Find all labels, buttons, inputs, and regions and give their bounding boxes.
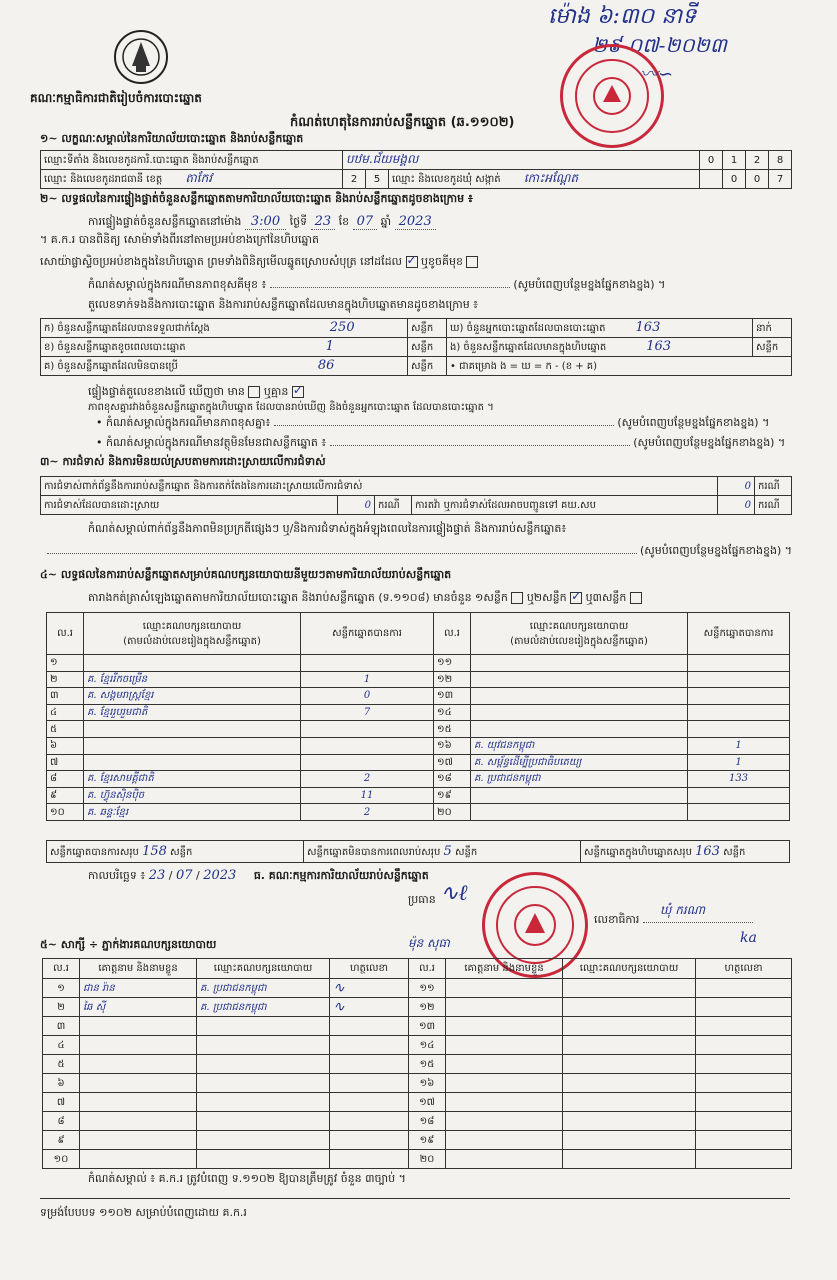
results-no-right: ១៣ bbox=[434, 688, 471, 705]
witness-signature-left bbox=[330, 1093, 409, 1112]
witness-signature-left bbox=[330, 1150, 409, 1169]
witness-signature-right bbox=[696, 979, 792, 998]
witness-no-left: ៦ bbox=[43, 1074, 80, 1093]
witness-col-name-right: គោត្តនាម និងនាមខ្លួន bbox=[446, 959, 563, 979]
witness-party-left bbox=[197, 1150, 330, 1169]
signing-date-day: 23 bbox=[148, 868, 166, 883]
witness-col-sign-right: ហត្ថលេខា bbox=[696, 959, 792, 979]
commune-code-1: 0 bbox=[723, 170, 746, 189]
results-votes-right bbox=[688, 671, 790, 688]
bullet-difference bbox=[96, 416, 796, 432]
item-a-value: 250 bbox=[329, 320, 355, 335]
discrepancy-note-line bbox=[88, 278, 793, 294]
witness-col-no-right: ល.រ bbox=[409, 959, 446, 979]
commune-label: ឈ្មោះ និងលេខកូដឃុំ សង្កាត់ bbox=[392, 174, 501, 185]
total-box-label: សន្លឹកឆ្នោតក្នុងហិបឆ្នោតសរុប bbox=[584, 846, 692, 858]
results-row bbox=[47, 804, 790, 821]
witness-row bbox=[43, 1036, 792, 1055]
witness-party-left bbox=[197, 1074, 330, 1093]
day-label: ថ្ងៃទី bbox=[289, 215, 308, 228]
results-party-left: គ. ខ្មែររួបរួមជាតិ bbox=[84, 704, 301, 721]
results-no-left: ៤ bbox=[47, 704, 84, 721]
form-title: កំណត់ហេតុនៃការរាប់សន្លឹកឆ្នោត (ឆ.១១០២) bbox=[290, 115, 515, 130]
results-votes-left bbox=[301, 721, 434, 738]
results-votes-left: 2 bbox=[301, 804, 434, 821]
witness-name-right bbox=[446, 1112, 563, 1131]
item-c-label: គ) ចំនួនសន្លឹកឆ្នោតដែលមិនបានប្រើ bbox=[44, 361, 178, 372]
witness-party-left bbox=[197, 1112, 330, 1131]
witness-no-right: ២០ bbox=[409, 1150, 446, 1169]
signature-top: 〰∽ bbox=[640, 64, 674, 85]
witness-name-right bbox=[446, 1036, 563, 1055]
fill-hint-2: (សូមបំពេញបន្ថែមខ្នងផ្នែកខាងខ្នង) ។ bbox=[617, 416, 770, 429]
witness-row bbox=[43, 1093, 792, 1112]
witness-party-right bbox=[563, 1017, 696, 1036]
witness-row bbox=[43, 1112, 792, 1131]
witness-signature-left: ∿ bbox=[330, 998, 409, 1017]
results-votes-left: 0 bbox=[301, 688, 434, 705]
section2-title: ២~ លទ្ធផលនៃការផ្ទៀងផ្ទាត់ចំនួនសន្លឹកឆ្នោតតាមការិយាល័យបោះឆ្នោត និងរាប់សន្លឹកឆ្នោតដូចខាងក្រោម ៖ bbox=[40, 192, 473, 205]
month-label: ខែ bbox=[338, 215, 350, 228]
no-difference-label: ឬគ្មាន bbox=[263, 385, 289, 398]
item-d-label: ឃ) ចំនួនអ្នកបោះឆ្នោតដែលបានបោះឆ្នោត bbox=[450, 323, 606, 334]
results-votes-left: 1 bbox=[301, 671, 434, 688]
results-party-right bbox=[471, 804, 688, 821]
results-col-party-left: ឈ្មោះគណបក្សនយោបាយ (តាមលំដាប់លេខរៀងក្នុងសន្លឹកឆ្នោត) bbox=[84, 613, 301, 655]
verification-month: 07 bbox=[353, 214, 378, 230]
results-party-right bbox=[471, 704, 688, 721]
witness-name-right bbox=[446, 1074, 563, 1093]
complaints-row2-mid-unit: ករណី bbox=[755, 496, 792, 515]
fill-hint-4: (សូមបំពេញបន្ថែមខ្នងផ្នែកខាងខ្នង) ។ bbox=[640, 544, 792, 557]
results-party-right: គ. យុវជនកម្ពុជា bbox=[471, 737, 688, 754]
year-label: ឆ្នាំ bbox=[380, 215, 392, 228]
witness-signature-left bbox=[330, 1074, 409, 1093]
location-code-3: 2 bbox=[746, 151, 769, 170]
witness-signature-right bbox=[696, 1150, 792, 1169]
bullet-foreign-text: • កំណត់សម្គាល់ក្នុងករណីមានវត្ថុមិនមែនជាសន្លឹកឆ្នោត ៖ bbox=[96, 436, 327, 449]
complaints-row1-value: 0 bbox=[718, 477, 755, 496]
witness-name-right bbox=[446, 979, 563, 998]
results-row bbox=[47, 655, 790, 672]
complaints-row2-mid-label: ការតវ៉ា ឬការជំទាស់ដែលអាចបញ្ជូនទៅ គឃ.សប bbox=[412, 496, 718, 515]
results-party-left bbox=[84, 754, 301, 771]
witness-col-party-left: ឈ្មោះគណបក្សនយោបាយ bbox=[197, 959, 330, 979]
chair-label: ប្រធាន bbox=[408, 893, 436, 906]
total-box-value: 163 bbox=[695, 843, 720, 859]
results-votes-right: 133 bbox=[688, 771, 790, 788]
location-code-2: 1 bbox=[723, 151, 746, 170]
secretary-name: ឃុំ ករណា bbox=[660, 903, 706, 917]
results-row bbox=[47, 787, 790, 804]
results-col-party-right: ឈ្មោះគណបក្សនយោបាយ (តាមលំដាប់លេខរៀងក្នុងសន្លឹកឆ្នោត) bbox=[471, 613, 688, 655]
complaints-table bbox=[40, 476, 792, 515]
complaints-row2-unit: ករណី bbox=[375, 496, 412, 515]
results-party-left: គ. ខ្មែររីកចម្រើន bbox=[84, 671, 301, 688]
results-votes-right bbox=[688, 804, 790, 821]
totals-table bbox=[46, 840, 790, 863]
results-no-right: ១៨ bbox=[434, 771, 471, 788]
secretary-signature: ka bbox=[740, 930, 757, 946]
item-c-value: 86 bbox=[317, 358, 335, 373]
results-votes-right bbox=[688, 655, 790, 672]
results-row bbox=[47, 754, 790, 771]
witness-signature-right bbox=[696, 1112, 792, 1131]
results-no-right: ២០ bbox=[434, 804, 471, 821]
province-code-2: 5 bbox=[366, 170, 389, 189]
witness-party-left bbox=[197, 1036, 330, 1055]
results-party-left: គ. ឆន្ទៈខ្មែរ bbox=[84, 804, 301, 821]
witness-name-left: ជាន រ៉ាន bbox=[80, 979, 197, 998]
witness-party-right bbox=[563, 979, 696, 998]
results-no-right: ១៦ bbox=[434, 737, 471, 754]
witness-name-left bbox=[80, 1074, 197, 1093]
witness-no-right: ១៨ bbox=[409, 1112, 446, 1131]
results-col-no-right: ល.រ bbox=[434, 613, 471, 655]
witness-signature-right bbox=[696, 998, 792, 1017]
witness-party-right bbox=[563, 1036, 696, 1055]
results-votes-left: 11 bbox=[301, 787, 434, 804]
complaints-row2-mid-value: 0 bbox=[718, 496, 755, 515]
item-a-unit: សន្លឹក bbox=[408, 319, 447, 338]
results-no-right: ១៧ bbox=[434, 754, 471, 771]
one-sheet-checkbox[interactable] bbox=[511, 592, 523, 604]
total-invalid-label: សន្លឹកឆ្នោតមិនបានការពេលរាប់សរុប bbox=[307, 846, 441, 858]
item-b-value: 1 bbox=[325, 339, 334, 354]
witness-no-left: ១០ bbox=[43, 1150, 80, 1169]
fill-hint-3: (សូមបំពេញបន្ថែមខ្នងផ្នែកខាងខ្នង) ។ bbox=[633, 436, 786, 449]
results-no-left: ៧ bbox=[47, 754, 84, 771]
tally-sheets-text: តារាងកត់ត្រាសំឡេងឆ្នោតតាមការិយាល័យបោះឆ្នោត និងរាប់សន្លឹកឆ្នោត (ទ.១១០៨) មានចំនួន ១សន្លឹក bbox=[88, 591, 508, 604]
irregularities-fill-line bbox=[40, 544, 792, 560]
section4-title: ៤~ លទ្ធផលនៃការរាប់សន្លឹកឆ្នោតសម្រាប់គណបក្សនយោបាយនីមួយៗតាមការិយាល័យរាប់សន្លឹកឆ្នោត bbox=[40, 568, 452, 581]
witness-no-left: ៤ bbox=[43, 1036, 80, 1055]
results-party-left: គ. ហ៊្វុនស៊ិនប៉ិច bbox=[84, 787, 301, 804]
footer-divider bbox=[40, 1198, 790, 1199]
results-col-no-left: ល.រ bbox=[47, 613, 84, 655]
seal-damaged-checkbox[interactable] bbox=[466, 256, 478, 268]
item-e-label: ង) ចំនួនសន្លឹកឆ្នោតដែលមានក្នុងហិបឆ្នោត bbox=[450, 342, 607, 353]
signing-date-label: កាលបរិច្ឆេទ ៖ bbox=[88, 869, 146, 882]
bullet-foreign bbox=[96, 436, 796, 452]
results-party-right bbox=[471, 721, 688, 738]
item-e-unit: សន្លឹក bbox=[753, 338, 792, 357]
item-b-unit: សន្លឹក bbox=[408, 338, 447, 357]
witness-col-no-left: ល.រ bbox=[43, 959, 80, 979]
handwritten-time: ម៉ោង ៦:៣០ នាទី bbox=[548, 4, 697, 29]
witness-party-right bbox=[563, 1112, 696, 1131]
results-party-right: គ. ប្រជាជនកម្ពុជា bbox=[471, 771, 688, 788]
chair-name: ម៉ុន សុធា bbox=[408, 936, 450, 950]
fill-hint-1: (សូមបំពេញបន្ថែមខ្នងផ្នែកខាងខ្នង) ។ bbox=[513, 278, 666, 291]
has-difference-checkbox[interactable] bbox=[248, 386, 260, 398]
verification-time: 3:00 bbox=[245, 214, 286, 230]
results-row bbox=[47, 721, 790, 738]
results-no-left: ១ bbox=[47, 655, 84, 672]
witness-signature-right bbox=[696, 1093, 792, 1112]
results-votes-left: 2 bbox=[301, 771, 434, 788]
results-party-left bbox=[84, 737, 301, 754]
results-party-right bbox=[471, 688, 688, 705]
compare-line bbox=[88, 385, 793, 401]
org-name: គណៈកម្មាធិការជាតិរៀបចំការបោះឆ្នោត bbox=[30, 91, 202, 105]
results-table bbox=[46, 612, 790, 821]
total-valid-value: 158 bbox=[142, 843, 167, 859]
witness-no-right: ១៧ bbox=[409, 1093, 446, 1112]
no-difference-checkbox[interactable] bbox=[292, 386, 304, 398]
results-party-left: គ. ខ្មែរសាមគ្គីជាតិ bbox=[84, 771, 301, 788]
witness-party-right bbox=[563, 998, 696, 1017]
witness-party-left: គ. ប្រជាជនកម្ពុជា bbox=[197, 998, 330, 1017]
compare-text: ផ្ទៀងផ្ទាត់តួលេខខាងលើ ឃើញថា មាន bbox=[88, 385, 245, 398]
results-no-left: ៩ bbox=[47, 787, 84, 804]
witness-no-right: ១៤ bbox=[409, 1036, 446, 1055]
witness-signature-left bbox=[330, 1112, 409, 1131]
witness-name-right bbox=[446, 998, 563, 1017]
results-party-right: គ. សម្ព័ន្ធដើម្បីប្រជាធិបតេយ្យ bbox=[471, 754, 688, 771]
witness-signature-left bbox=[330, 1017, 409, 1036]
witness-name-left: ឆៃ ស៊ី bbox=[80, 998, 197, 1017]
results-no-right: ១៥ bbox=[434, 721, 471, 738]
witness-signature-right bbox=[696, 1036, 792, 1055]
nec-emblem-icon bbox=[112, 28, 170, 86]
item-b-label: ខ) ចំនួនសន្លឹកឆ្នោតខូចពេលបោះឆ្នោត bbox=[44, 342, 186, 353]
witness-no-left: ២ bbox=[43, 998, 80, 1017]
results-row bbox=[47, 671, 790, 688]
results-party-left bbox=[84, 721, 301, 738]
witness-party-left bbox=[197, 1093, 330, 1112]
item-d-unit: នាក់ bbox=[753, 319, 792, 338]
secretary-label: លេខាធិការ bbox=[594, 913, 640, 926]
results-no-right: ១៩ bbox=[434, 787, 471, 804]
results-party-right bbox=[471, 655, 688, 672]
commune-code-3: 7 bbox=[769, 170, 792, 189]
witness-row bbox=[43, 998, 792, 1017]
witness-no-right: ១១ bbox=[409, 979, 446, 998]
signing-date-year: 2023 bbox=[203, 868, 237, 883]
bullet-difference-text: • កំណត់សម្គាល់ក្នុងករណីមានភាពខុសគ្នា៖ bbox=[96, 416, 271, 429]
witness-row bbox=[43, 1074, 792, 1093]
witness-signature-left bbox=[330, 1055, 409, 1074]
witness-party-left bbox=[197, 1055, 330, 1074]
complaints-row2-value: 0 bbox=[338, 496, 375, 515]
results-no-right: ១៤ bbox=[434, 704, 471, 721]
witness-row bbox=[43, 1131, 792, 1150]
two-sheets-label: ឬ២សន្លឹក bbox=[526, 591, 567, 604]
witness-col-sign-left: ហត្ថលេខា bbox=[330, 959, 409, 979]
witness-name-left bbox=[80, 1093, 197, 1112]
location-table bbox=[40, 150, 792, 189]
results-no-left: ៨ bbox=[47, 771, 84, 788]
results-no-left: ៣ bbox=[47, 688, 84, 705]
committee-label: ធ. គណៈកម្មការការិយាល័យរាប់សន្លឹកឆ្នោត bbox=[253, 869, 429, 882]
verification-intro: ការផ្ទៀងផ្ទាត់ចំនួនសន្លឹកឆ្នោតនៅម៉ោង bbox=[88, 215, 242, 228]
witness-no-right: ១៥ bbox=[409, 1055, 446, 1074]
results-col-votes-left: សន្លឹកឆ្នោតបានការ bbox=[301, 613, 434, 655]
witness-no-left: ៣ bbox=[43, 1017, 80, 1036]
verification-time-line bbox=[88, 214, 798, 231]
witness-signature-left bbox=[330, 1036, 409, 1055]
results-row bbox=[47, 704, 790, 721]
section3-title: ៣~ ការជំទាស់ និងការមិនយល់ស្របតាមការដោះស្រាយលើការជំទាស់ bbox=[40, 455, 326, 468]
total-valid-unit: សន្លឹក bbox=[170, 846, 193, 858]
witness-row bbox=[43, 1055, 792, 1074]
witness-table bbox=[42, 958, 792, 1169]
results-col-votes-right: សន្លឹកឆ្នោតបានការ bbox=[688, 613, 790, 655]
chair-signature: ∿ℓ bbox=[440, 881, 468, 906]
witness-name-left bbox=[80, 1150, 197, 1169]
witness-no-right: ១៣ bbox=[409, 1017, 446, 1036]
results-votes-right bbox=[688, 688, 790, 705]
three-sheets-checkbox[interactable] bbox=[630, 592, 642, 604]
witness-party-right bbox=[563, 1093, 696, 1112]
results-no-left: ២ bbox=[47, 671, 84, 688]
signing-date-line: កាលបរិច្ឆេទ ៖ 23 / 07 / 2023 ធ. គណៈកម្មការការិយាល័យរាប់សន្លឹកឆ្នោត bbox=[88, 868, 429, 883]
results-row bbox=[47, 771, 790, 788]
witness-party-left bbox=[197, 1017, 330, 1036]
section5-title: ៥~ សាក្សី ÷ ភ្នាក់ងារគណបក្សនយោបាយ bbox=[40, 938, 217, 951]
witness-party-left: គ. ប្រជាជនកម្ពុជា bbox=[197, 979, 330, 998]
witness-no-right: ១៩ bbox=[409, 1131, 446, 1150]
witness-name-left bbox=[80, 1036, 197, 1055]
results-no-left: ៦ bbox=[47, 737, 84, 754]
witness-party-right bbox=[563, 1055, 696, 1074]
seal-check-line bbox=[40, 255, 478, 271]
figures-intro: តួលេខទាក់ទងនឹងការបោះឆ្នោត និងការរាប់សន្លឹកឆ្នោតដែលមានក្នុងហិបឆ្នោតមានដូចខាងក្រោម ៖ bbox=[88, 298, 479, 311]
results-votes-left: 7 bbox=[301, 704, 434, 721]
tally-sheets-line bbox=[88, 591, 793, 607]
results-no-right: ១១ bbox=[434, 655, 471, 672]
witness-name-left bbox=[80, 1131, 197, 1150]
witness-signature-right bbox=[696, 1074, 792, 1093]
item-e-value: 163 bbox=[646, 339, 672, 354]
footer-text: ទម្រង់បែបបទ ១១០២ សម្រាប់បំពេញដោយ គ.ក.រ bbox=[40, 1206, 247, 1219]
witness-row bbox=[43, 1150, 792, 1169]
seal-damaged-label: ឬខូចគីមុខ bbox=[421, 255, 463, 268]
witness-signature-left bbox=[330, 1131, 409, 1150]
witness-party-right bbox=[563, 1074, 696, 1093]
location-code-1: 0 bbox=[700, 151, 723, 170]
results-row bbox=[47, 737, 790, 754]
complaints-row1-unit: ករណី bbox=[755, 477, 792, 496]
complaints-row2-label: ការជំទាស់ដែលបានដោះស្រាយ bbox=[41, 496, 338, 515]
witness-name-left bbox=[80, 1112, 197, 1131]
commune-code-2: 0 bbox=[746, 170, 769, 189]
formula-note: • ជាគម្រោង ង = ឃ = ក - (ខ + គ) bbox=[447, 357, 792, 376]
results-party-left bbox=[84, 655, 301, 672]
witness-col-name-left: គោត្តនាម និងនាមខ្លួន bbox=[80, 959, 197, 979]
witness-signature-right bbox=[696, 1017, 792, 1036]
item-c-unit: សន្លឹក bbox=[408, 357, 447, 376]
witness-note: កំណត់សម្គាល់ ៖ គ.ក.រ ត្រូវបំពេញ ទ.១១០២ ឱ្យបានត្រឹមត្រូវ ចំនួន ៣ច្បាប់ ។ bbox=[88, 1172, 406, 1185]
results-votes-right bbox=[688, 721, 790, 738]
section1-title: ១~ លក្ខណៈសម្គាល់នៃការិយាល័យបោះឆ្នោត និងរាប់សន្លឹកឆ្នោត bbox=[40, 132, 304, 145]
results-votes-right bbox=[688, 787, 790, 804]
witness-no-right: ១៦ bbox=[409, 1074, 446, 1093]
witness-name-right bbox=[446, 1017, 563, 1036]
witness-signature-right bbox=[696, 1055, 792, 1074]
witness-signature-right bbox=[696, 1131, 792, 1150]
total-box-unit: សន្លឹក bbox=[723, 846, 746, 858]
compare-tail: ភាពខុសគ្នារវាងចំនួនសន្លឹកឆ្នោតក្នុងហិបឆ្នោត ដែលបានរាប់ឃើញ និងចំនួនអ្នកបោះឆ្នោត ដែលបានបោះឆ្នោត ។ bbox=[88, 402, 494, 413]
witness-party-right bbox=[563, 1131, 696, 1150]
location-label: ឈ្មោះទីតាំង និងលេខកូដការិ.បោះឆ្នោត និងរាប់សន្លឹកឆ្នោត bbox=[41, 151, 343, 170]
witness-name-right bbox=[446, 1131, 563, 1150]
two-sheets-checkbox[interactable] bbox=[570, 592, 582, 604]
results-votes-right: 1 bbox=[688, 737, 790, 754]
witness-name-right bbox=[446, 1055, 563, 1074]
province-value: តាកែវ bbox=[185, 171, 213, 185]
witness-no-left: ៨ bbox=[43, 1112, 80, 1131]
total-invalid-value: 5 bbox=[443, 843, 452, 859]
handwritten-date: ២៩-០៧-២០២៣ bbox=[592, 33, 727, 57]
witness-name-left bbox=[80, 1017, 197, 1036]
results-no-left: ៥ bbox=[47, 721, 84, 738]
total-invalid-unit: សន្លឹក bbox=[454, 846, 478, 858]
results-party-left: គ. សង្គមរាស្ត្រខ្មែរ bbox=[84, 688, 301, 705]
witness-name-left bbox=[80, 1055, 197, 1074]
seal-intact-checkbox[interactable] bbox=[406, 256, 418, 268]
verification-day: 23 bbox=[311, 214, 336, 230]
results-votes-left bbox=[301, 655, 434, 672]
witness-no-right: ១២ bbox=[409, 998, 446, 1017]
verification-intro-2: ។ គ.ក.រ បានពិនិត្យ សោម៉ាទាំងពីរនៅតាមប្រអប់ខាងក្រៅនៃហិបឆ្នោត bbox=[40, 233, 319, 246]
three-sheets-label: ឬ៣សន្លឹក bbox=[585, 591, 627, 604]
total-valid-label: សន្លឹកឆ្នោតបានការសរុប bbox=[50, 846, 139, 858]
discrepancy-note-label: កំណត់សម្គាល់ក្នុងករណីមានភាពខុសគីមុខ ៖ bbox=[88, 278, 267, 291]
results-votes-right bbox=[688, 704, 790, 721]
witness-name-right bbox=[446, 1150, 563, 1169]
witness-party-right bbox=[563, 1150, 696, 1169]
verification-year: 2023 bbox=[395, 214, 436, 230]
witness-name-right bbox=[446, 1093, 563, 1112]
results-votes-left bbox=[301, 754, 434, 771]
item-d-value: 163 bbox=[635, 320, 661, 335]
province-code-1: 2 bbox=[343, 170, 366, 189]
commune-value: កោះអណ្ដែត bbox=[523, 171, 579, 185]
witness-signature-left: ∿ bbox=[330, 979, 409, 998]
seal-check-text: សោយ៉ាផ្លាស្ទិចប្រអប់ខាងក្នុងនៃហិបឆ្នោត ព្រមទាំងពិនិត្យមើលឆ្នូតស្រោបសំបុត្រ នៅដដែល bbox=[40, 255, 403, 268]
witness-no-left: ៧ bbox=[43, 1093, 80, 1112]
location-value: បឋម.ជ័យមង្គល bbox=[343, 151, 700, 170]
witness-col-party-right: ឈ្មោះគណបក្សនយោបាយ bbox=[563, 959, 696, 979]
witness-no-left: ១ bbox=[43, 979, 80, 998]
results-no-right: ១២ bbox=[434, 671, 471, 688]
item-a-label: ក) ចំនួនសន្លឹកឆ្នោតដែលបានទទួលជាក់ស្ដែង bbox=[44, 323, 210, 334]
figures-table bbox=[40, 318, 792, 376]
location-code-4: 8 bbox=[769, 151, 792, 170]
results-party-right bbox=[471, 787, 688, 804]
witness-no-left: ៩ bbox=[43, 1131, 80, 1150]
witness-party-left bbox=[197, 1131, 330, 1150]
witness-no-left: ៥ bbox=[43, 1055, 80, 1074]
witness-row bbox=[43, 1017, 792, 1036]
results-votes-left bbox=[301, 737, 434, 754]
signing-date-month: 07 bbox=[175, 868, 193, 883]
province-label: ឈ្មោះ និងលេខកូដរាជធានី ខេត្ត bbox=[44, 174, 163, 185]
results-votes-right: 1 bbox=[688, 754, 790, 771]
results-no-left: ១០ bbox=[47, 804, 84, 821]
complaints-row1-label: ការជំទាស់ពាក់ព័ន្ធនឹងការរាប់សន្លឹកឆ្នោត និងការតក់តែងនៃការដោះស្រាយលើការជំទាស់ bbox=[41, 477, 718, 496]
results-row bbox=[47, 688, 790, 705]
results-party-right bbox=[471, 671, 688, 688]
irregularities-note: កំណត់សម្គាល់ពាក់ព័ន្ធនឹងភាពមិនប្រក្រតីផ្សេងៗ ឬ/និងការជំទាស់ក្នុងអំឡុងពេលនៃការផ្ទៀងផ្ទាត់ និងការរាប់សន្លឹកឆ្នោត៖ bbox=[88, 522, 567, 535]
witness-row bbox=[43, 979, 792, 998]
